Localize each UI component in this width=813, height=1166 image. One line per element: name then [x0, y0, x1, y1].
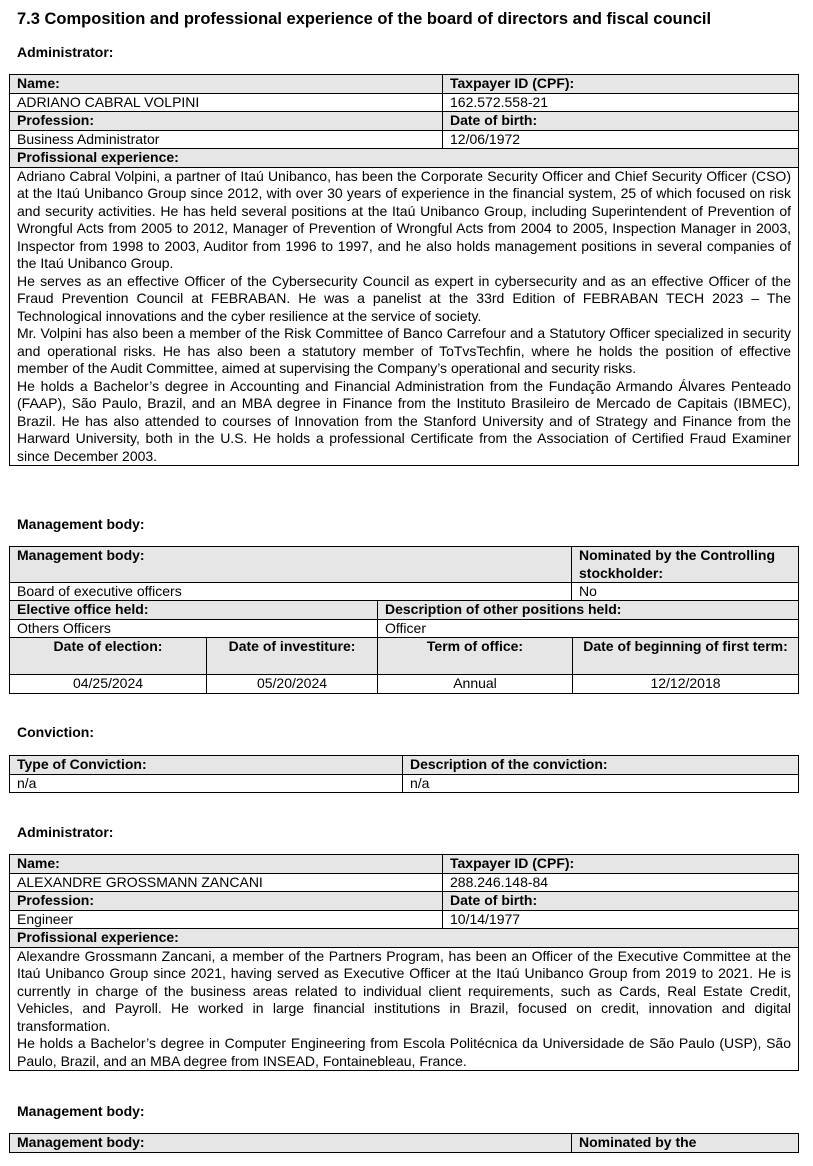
first-term-date-value: 12/12/2018 [573, 675, 799, 694]
nominated-label: Nominated by the [572, 1134, 799, 1153]
experience-paragraph: He holds a Bachelor’s degree in Computer Engineering from Escola Politécnica da Universidade de São Paulo (USP), São Paulo, Brazil, and an MBA degree from INSEAD, Fontainebleau, France. [17, 1035, 791, 1069]
management-body-label: Management body: [10, 547, 572, 583]
term-of-office-label: Term of office: [378, 638, 573, 675]
profession-label: Profession: [10, 892, 443, 911]
management-body-table-top [9, 1133, 799, 1153]
investiture-date-value: 05/20/2024 [207, 675, 378, 694]
dob-label: Date of birth: [443, 112, 799, 131]
elective-office-label: Elective office held: [10, 601, 378, 620]
experience-label: Profissional experience: [10, 149, 799, 168]
nominated-value: No [572, 583, 799, 602]
experience-paragraph: Alexandre Grossmann Zancani, a member of the Partners Program, has been an Officer of the Executive Committee at the Itaú Unibanco Group since 2021, having served as Executive Officer at the Itaú Unibanco Group from 2019 to 2021. He is currently in charge of the business areas related to individual client requirements, such as Cards, Real Estate Credit, Vehicles, and Payroll. He worked in large financial institutions in Brazil, focused on credit, innovation and digital transformation. [17, 947, 791, 1034]
management-body-section-label: Management body: [17, 1103, 145, 1119]
first-term-date-label: Date of beginning of first term: [573, 638, 799, 675]
elective-office-value: Others Officers [10, 619, 378, 638]
other-positions-label: Description of other positions held: [378, 601, 799, 620]
dob-value: 12/06/1972 [443, 130, 799, 149]
name-value: ALEXANDRE GROSSMANN ZANCANI [10, 873, 443, 892]
conviction-type-value: n/a [10, 774, 403, 793]
experience-paragraph: He holds a Bachelor’s degree in Accounting and Financial Administration from the Fundação Armando Álvares Penteado (FAAP), São Paulo, Brazil, and an MBA degree in Finance from the Instituto Brasileiro de Mercado de Capitais (IBMEC), Brazil. He has also attended to courses of Innovation from the Stanford University and of Strategy and Finance from the Harward University, both in the U.S. He holds a professional Certificate from the Association of Certified Fraud Examiner since December 2003. [17, 377, 791, 464]
conviction-description-label: Description of the conviction: [403, 756, 799, 775]
dob-label: Date of birth: [443, 892, 799, 911]
conviction-description-value: n/a [403, 774, 799, 793]
administrator-section-label: Administrator: [17, 824, 114, 840]
name-label: Name: [10, 855, 443, 874]
conviction-section-label: Conviction: [17, 724, 94, 740]
administrator-section-label: Administrator: [17, 44, 114, 60]
management-body-value: Board of executive officers [10, 583, 572, 602]
experience-text [10, 947, 799, 1071]
administrator-table [9, 854, 799, 1071]
cpf-value: 288.246.148-84 [443, 873, 799, 892]
name-value: ADRIANO CABRAL VOLPINI [10, 93, 443, 112]
management-body-table-dates [9, 637, 799, 694]
profession-value: Engineer [10, 910, 443, 929]
investiture-date-label: Date of investiture: [207, 638, 378, 675]
experience-text [10, 167, 799, 466]
nominated-label: Nominated by the Controlling stockholder: [572, 547, 799, 583]
election-date-value: 04/25/2024 [10, 675, 207, 694]
profession-value: Business Administrator [10, 130, 443, 149]
cpf-label: Taxpayer ID (CPF): [443, 855, 799, 874]
management-body-section-label: Management body: [17, 516, 145, 532]
management-body-label: Management body: [10, 1134, 572, 1153]
cpf-value: 162.572.558-21 [443, 93, 799, 112]
page-title: 7.3 Composition and professional experience of the board of directors and fiscal council [17, 10, 712, 28]
management-body-table-office [9, 600, 799, 638]
term-of-office-value: Annual [378, 675, 573, 694]
other-positions-value: Officer [378, 619, 799, 638]
experience-paragraph: He serves as an effective Officer of the Cybersecurity Council as expert in cybersecurity and as an effective Officer of the Fraud Prevention Council at FEBRABAN. He was a panelist at the 33rd Edition of FEBRABAN TECH 2023 – The Technological innovations and the cyber resilience at the service of society. [17, 272, 791, 324]
cpf-label: Taxpayer ID (CPF): [443, 75, 799, 94]
conviction-table [9, 755, 799, 793]
profession-label: Profession: [10, 112, 443, 131]
management-body-table-top [9, 546, 799, 602]
administrator-table [9, 74, 799, 466]
experience-paragraph: Mr. Volpini has also been a member of the Risk Committee of Banco Carrefour and a Statutory Officer specialized in security and operational risks. He has also been a statutory member of ToTvsTechfin, where he holds the position of effective member of the Audit Committee, aimed at supervising the Company’s operational and security risks. [17, 325, 791, 376]
name-label: Name: [10, 75, 443, 94]
conviction-type-label: Type of Conviction: [10, 756, 403, 775]
dob-value: 10/14/1977 [443, 910, 799, 929]
experience-paragraph: Adriano Cabral Volpini, a partner of Itaú Unibanco, has been the Corporate Security Officer and Chief Security Officer (CSO) at the Itaú Unibanco Group since 2012, with over 30 years of experience in the financial system, 25 of which focused on risk and security activities. He has held several positions at the Itaú Unibanco Group, including Superintendent of Prevention of Wrongful Acts from 2005 to 2012, Manager of Prevention of Wrongful Acts from 2004 to 2005, Inspection Manager in 2003, Inspector from 1998 to 2003, Auditor from 1996 to 1997, and he also holds management positions in several companies of the Itaú Unibanco Group. [17, 167, 791, 271]
experience-label: Profissional experience: [10, 929, 799, 948]
election-date-label: Date of election: [10, 638, 207, 675]
